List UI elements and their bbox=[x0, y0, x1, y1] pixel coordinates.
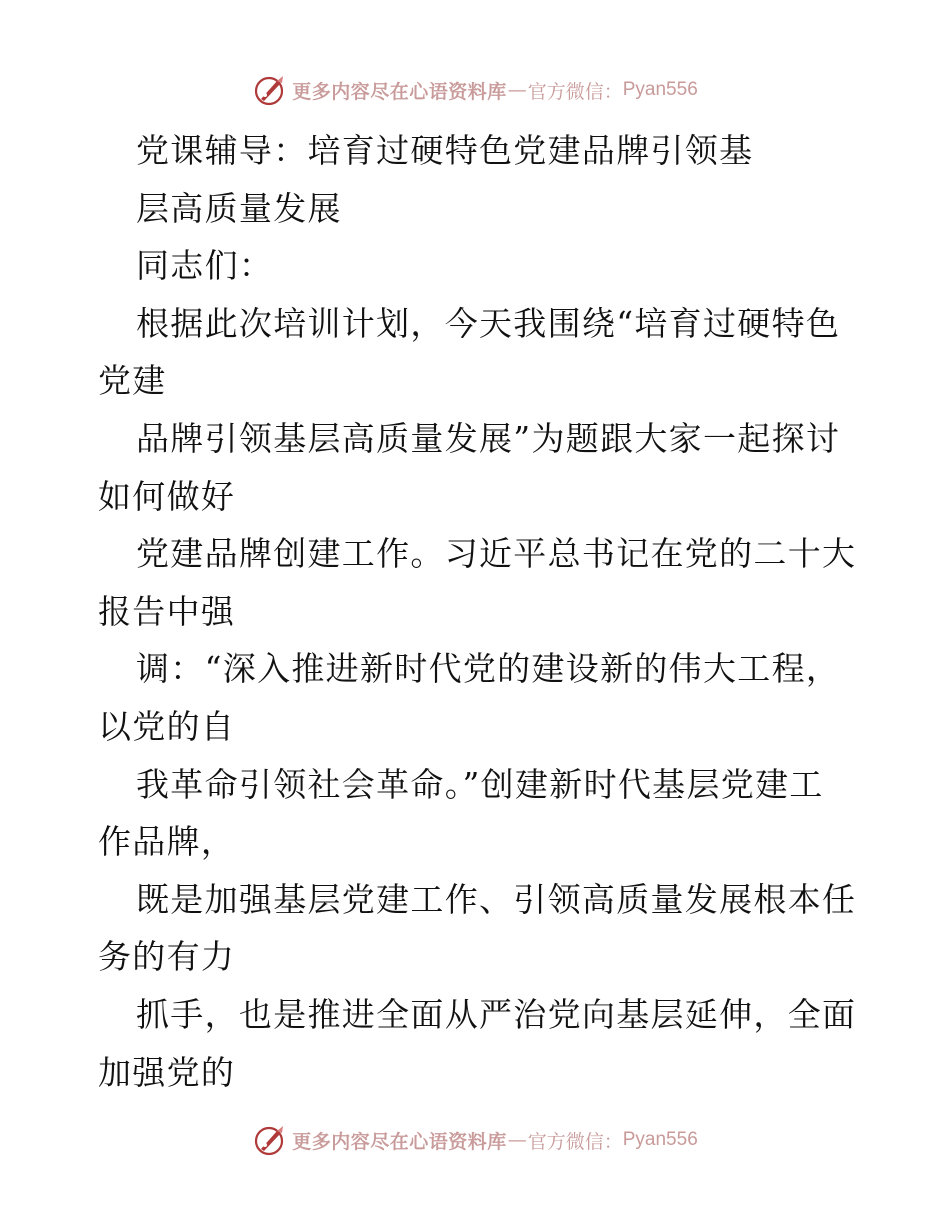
document-line: 同志们： bbox=[136, 246, 274, 286]
document-line: 层高质量发展 bbox=[136, 188, 342, 228]
watermark-dash: — bbox=[507, 79, 527, 101]
document-line: 调：“深入推进新时代党的建设新的伟大工程， bbox=[136, 649, 841, 689]
document-line: 如何做好 bbox=[98, 476, 236, 516]
quill-pen-logo-icon bbox=[252, 1122, 288, 1158]
document-line: 党课辅导：培育过硬特色党建品牌引领基 bbox=[136, 131, 754, 170]
watermark-contact-id: Pyan556 bbox=[622, 1129, 698, 1150]
watermark-dash: — bbox=[507, 1129, 527, 1151]
header-watermark bbox=[0, 70, 950, 110]
document-line: 作品牌， bbox=[98, 822, 236, 862]
document-line: 加强党的 bbox=[98, 1052, 236, 1092]
watermark-contact-id: Pyan556 bbox=[622, 79, 698, 100]
document-line: 抓手，也是推进全面从严治党向基层延伸，全面 bbox=[136, 994, 857, 1034]
document-line: 既是加强基层党建工作、引领高质量发展根本任 bbox=[136, 879, 857, 919]
watermark-contact-label: 官方微信： bbox=[527, 1130, 623, 1153]
document-line: 品牌引领基层高质量发展”为题跟大家一起探讨 bbox=[136, 418, 841, 458]
document-line: 以党的自 bbox=[98, 706, 236, 746]
document-line: 报告中强 bbox=[98, 591, 236, 631]
watermark-brand-text: 更多内容尽在心语资料库 bbox=[292, 80, 507, 103]
document-line: 党建品牌创建工作。习近平总书记在党的二十大 bbox=[136, 534, 857, 574]
document-body bbox=[98, 122, 858, 1101]
document-line: 党建 bbox=[98, 361, 167, 401]
document-line: 我革命引领社会革命。”创建新时代基层党建工 bbox=[136, 764, 824, 804]
document-line: 务的有力 bbox=[98, 937, 236, 977]
watermark-contact-label: 官方微信： bbox=[527, 80, 623, 103]
document-line: 根据此次培训计划，今天我围绕“培育过硬特色 bbox=[136, 303, 841, 343]
footer-watermark bbox=[0, 1120, 950, 1160]
quill-pen-logo-icon bbox=[252, 72, 288, 108]
watermark-brand-text: 更多内容尽在心语资料库 bbox=[292, 1130, 507, 1153]
